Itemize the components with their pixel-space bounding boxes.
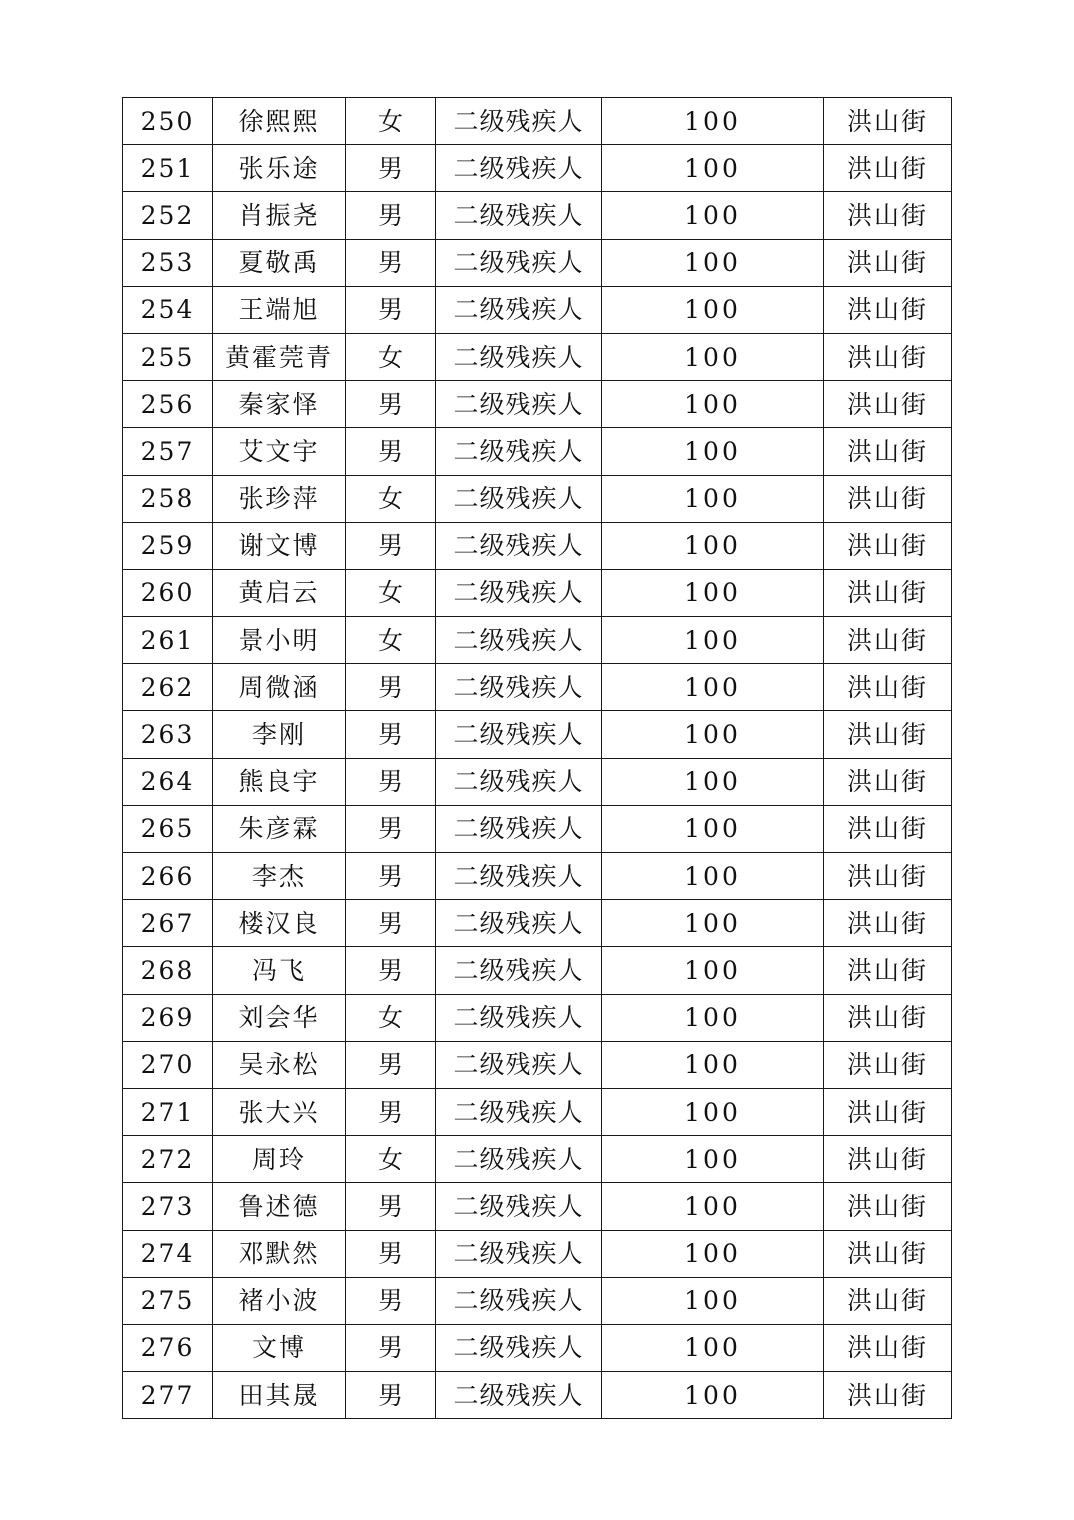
serial-number-cell: 260 xyxy=(123,569,213,616)
name-cell: 熊良宇 xyxy=(213,758,346,805)
amount-cell: 100 xyxy=(602,1277,824,1324)
disability-level-cell: 二级残疾人 xyxy=(436,1136,602,1183)
serial-number-cell: 261 xyxy=(123,617,213,664)
gender-cell: 女 xyxy=(346,569,436,616)
table-row xyxy=(123,192,952,239)
name-cell: 张大兴 xyxy=(213,1088,346,1135)
gender-cell: 男 xyxy=(346,286,436,333)
serial-number-cell: 265 xyxy=(123,805,213,852)
street-cell: 洪山街 xyxy=(824,1230,952,1277)
name-cell: 谢文博 xyxy=(213,522,346,569)
serial-number-cell: 253 xyxy=(123,239,213,286)
serial-number-cell: 270 xyxy=(123,1041,213,1088)
gender-cell: 男 xyxy=(346,1324,436,1371)
street-cell: 洪山街 xyxy=(824,1183,952,1230)
table-row xyxy=(123,617,952,664)
gender-cell: 男 xyxy=(346,1088,436,1135)
street-cell: 洪山街 xyxy=(824,805,952,852)
table-row xyxy=(123,1041,952,1088)
disability-level-cell: 二级残疾人 xyxy=(436,145,602,192)
serial-number-cell: 272 xyxy=(123,1136,213,1183)
serial-number-cell: 266 xyxy=(123,853,213,900)
table-row xyxy=(123,664,952,711)
gender-cell: 男 xyxy=(346,1183,436,1230)
name-cell: 王端旭 xyxy=(213,286,346,333)
table-row xyxy=(123,286,952,333)
serial-number-cell: 252 xyxy=(123,192,213,239)
gender-cell: 男 xyxy=(346,1277,436,1324)
name-cell: 夏敬禹 xyxy=(213,239,346,286)
disability-level-cell: 二级残疾人 xyxy=(436,333,602,380)
gender-cell: 女 xyxy=(346,333,436,380)
amount-cell: 100 xyxy=(602,1372,824,1419)
roster-table xyxy=(122,97,952,1419)
street-cell: 洪山街 xyxy=(824,381,952,428)
street-cell: 洪山街 xyxy=(824,333,952,380)
gender-cell: 男 xyxy=(346,664,436,711)
street-cell: 洪山街 xyxy=(824,1041,952,1088)
disability-level-cell: 二级残疾人 xyxy=(436,522,602,569)
gender-cell: 男 xyxy=(346,853,436,900)
disability-level-cell: 二级残疾人 xyxy=(436,617,602,664)
name-cell: 褚小波 xyxy=(213,1277,346,1324)
name-cell: 张乐途 xyxy=(213,145,346,192)
amount-cell: 100 xyxy=(602,522,824,569)
amount-cell: 100 xyxy=(602,333,824,380)
table-row xyxy=(123,475,952,522)
serial-number-cell: 259 xyxy=(123,522,213,569)
street-cell: 洪山街 xyxy=(824,947,952,994)
name-cell: 肖振尧 xyxy=(213,192,346,239)
street-cell: 洪山街 xyxy=(824,1136,952,1183)
name-cell: 黄霍莞青 xyxy=(213,333,346,380)
gender-cell: 男 xyxy=(346,522,436,569)
name-cell: 黄启云 xyxy=(213,569,346,616)
street-cell: 洪山街 xyxy=(824,758,952,805)
gender-cell: 男 xyxy=(346,947,436,994)
disability-level-cell: 二级残疾人 xyxy=(436,428,602,475)
gender-cell: 男 xyxy=(346,900,436,947)
table-row xyxy=(123,98,952,145)
disability-level-cell: 二级残疾人 xyxy=(436,1277,602,1324)
disability-level-cell: 二级残疾人 xyxy=(436,947,602,994)
gender-cell: 女 xyxy=(346,475,436,522)
gender-cell: 女 xyxy=(346,1136,436,1183)
name-cell: 朱彦霖 xyxy=(213,805,346,852)
serial-number-cell: 274 xyxy=(123,1230,213,1277)
serial-number-cell: 267 xyxy=(123,900,213,947)
table-row xyxy=(123,947,952,994)
street-cell: 洪山街 xyxy=(824,192,952,239)
name-cell: 田其晟 xyxy=(213,1372,346,1419)
gender-cell: 男 xyxy=(346,805,436,852)
disability-level-cell: 二级残疾人 xyxy=(436,286,602,333)
amount-cell: 100 xyxy=(602,1324,824,1371)
table-row xyxy=(123,522,952,569)
disability-level-cell: 二级残疾人 xyxy=(436,569,602,616)
table-row xyxy=(123,805,952,852)
amount-cell: 100 xyxy=(602,805,824,852)
street-cell: 洪山街 xyxy=(824,617,952,664)
street-cell: 洪山街 xyxy=(824,569,952,616)
serial-number-cell: 277 xyxy=(123,1372,213,1419)
amount-cell: 100 xyxy=(602,145,824,192)
serial-number-cell: 273 xyxy=(123,1183,213,1230)
disability-level-cell: 二级残疾人 xyxy=(436,1324,602,1371)
name-cell: 艾文宇 xyxy=(213,428,346,475)
name-cell: 周微涵 xyxy=(213,664,346,711)
serial-number-cell: 256 xyxy=(123,381,213,428)
street-cell: 洪山街 xyxy=(824,900,952,947)
street-cell: 洪山街 xyxy=(824,994,952,1041)
street-cell: 洪山街 xyxy=(824,239,952,286)
serial-number-cell: 269 xyxy=(123,994,213,1041)
serial-number-cell: 268 xyxy=(123,947,213,994)
table-row xyxy=(123,145,952,192)
disability-level-cell: 二级残疾人 xyxy=(436,192,602,239)
amount-cell: 100 xyxy=(602,1088,824,1135)
serial-number-cell: 276 xyxy=(123,1324,213,1371)
name-cell: 邓默然 xyxy=(213,1230,346,1277)
serial-number-cell: 257 xyxy=(123,428,213,475)
street-cell: 洪山街 xyxy=(824,1088,952,1135)
gender-cell: 男 xyxy=(346,145,436,192)
amount-cell: 100 xyxy=(602,1183,824,1230)
table-row xyxy=(123,1230,952,1277)
table-row xyxy=(123,711,952,758)
table-row xyxy=(123,1324,952,1371)
serial-number-cell: 271 xyxy=(123,1088,213,1135)
amount-cell: 100 xyxy=(602,617,824,664)
disability-level-cell: 二级残疾人 xyxy=(436,664,602,711)
amount-cell: 100 xyxy=(602,711,824,758)
street-cell: 洪山街 xyxy=(824,853,952,900)
gender-cell: 男 xyxy=(346,758,436,805)
gender-cell: 女 xyxy=(346,994,436,1041)
gender-cell: 女 xyxy=(346,617,436,664)
roster-table-body xyxy=(123,98,952,1419)
table-row xyxy=(123,239,952,286)
amount-cell: 100 xyxy=(602,1041,824,1088)
serial-number-cell: 258 xyxy=(123,475,213,522)
table-row xyxy=(123,900,952,947)
amount-cell: 100 xyxy=(602,286,824,333)
disability-level-cell: 二级残疾人 xyxy=(436,994,602,1041)
roster-sheet xyxy=(122,97,951,1419)
name-cell: 秦家怿 xyxy=(213,381,346,428)
name-cell: 李杰 xyxy=(213,853,346,900)
serial-number-cell: 255 xyxy=(123,333,213,380)
amount-cell: 100 xyxy=(602,758,824,805)
disability-level-cell: 二级残疾人 xyxy=(436,1372,602,1419)
amount-cell: 100 xyxy=(602,900,824,947)
name-cell: 张珍萍 xyxy=(213,475,346,522)
amount-cell: 100 xyxy=(602,853,824,900)
gender-cell: 男 xyxy=(346,192,436,239)
amount-cell: 100 xyxy=(602,664,824,711)
gender-cell: 男 xyxy=(346,381,436,428)
gender-cell: 男 xyxy=(346,711,436,758)
amount-cell: 100 xyxy=(602,1230,824,1277)
name-cell: 周玲 xyxy=(213,1136,346,1183)
street-cell: 洪山街 xyxy=(824,286,952,333)
amount-cell: 100 xyxy=(602,569,824,616)
disability-level-cell: 二级残疾人 xyxy=(436,1230,602,1277)
amount-cell: 100 xyxy=(602,1136,824,1183)
table-row xyxy=(123,428,952,475)
disability-level-cell: 二级残疾人 xyxy=(436,98,602,145)
serial-number-cell: 250 xyxy=(123,98,213,145)
serial-number-cell: 264 xyxy=(123,758,213,805)
serial-number-cell: 254 xyxy=(123,286,213,333)
name-cell: 景小明 xyxy=(213,617,346,664)
street-cell: 洪山街 xyxy=(824,664,952,711)
gender-cell: 男 xyxy=(346,428,436,475)
amount-cell: 100 xyxy=(602,947,824,994)
table-row xyxy=(123,1136,952,1183)
street-cell: 洪山街 xyxy=(824,711,952,758)
street-cell: 洪山街 xyxy=(824,428,952,475)
disability-level-cell: 二级残疾人 xyxy=(436,381,602,428)
table-row xyxy=(123,381,952,428)
serial-number-cell: 263 xyxy=(123,711,213,758)
amount-cell: 100 xyxy=(602,428,824,475)
disability-level-cell: 二级残疾人 xyxy=(436,758,602,805)
gender-cell: 男 xyxy=(346,239,436,286)
street-cell: 洪山街 xyxy=(824,522,952,569)
gender-cell: 女 xyxy=(346,98,436,145)
disability-level-cell: 二级残疾人 xyxy=(436,805,602,852)
serial-number-cell: 275 xyxy=(123,1277,213,1324)
disability-level-cell: 二级残疾人 xyxy=(436,475,602,522)
name-cell: 吴永松 xyxy=(213,1041,346,1088)
disability-level-cell: 二级残疾人 xyxy=(436,239,602,286)
amount-cell: 100 xyxy=(602,994,824,1041)
street-cell: 洪山街 xyxy=(824,1324,952,1371)
name-cell: 楼汉良 xyxy=(213,900,346,947)
amount-cell: 100 xyxy=(602,192,824,239)
disability-level-cell: 二级残疾人 xyxy=(436,711,602,758)
gender-cell: 男 xyxy=(346,1041,436,1088)
amount-cell: 100 xyxy=(602,381,824,428)
street-cell: 洪山街 xyxy=(824,475,952,522)
disability-level-cell: 二级残疾人 xyxy=(436,1183,602,1230)
street-cell: 洪山街 xyxy=(824,1277,952,1324)
amount-cell: 100 xyxy=(602,475,824,522)
amount-cell: 100 xyxy=(602,239,824,286)
disability-level-cell: 二级残疾人 xyxy=(436,900,602,947)
name-cell: 鲁述德 xyxy=(213,1183,346,1230)
table-row xyxy=(123,853,952,900)
street-cell: 洪山街 xyxy=(824,1372,952,1419)
table-row xyxy=(123,333,952,380)
name-cell: 刘会华 xyxy=(213,994,346,1041)
name-cell: 李刚 xyxy=(213,711,346,758)
street-cell: 洪山街 xyxy=(824,145,952,192)
table-row xyxy=(123,758,952,805)
disability-level-cell: 二级残疾人 xyxy=(436,1041,602,1088)
serial-number-cell: 262 xyxy=(123,664,213,711)
name-cell: 徐熙熙 xyxy=(213,98,346,145)
serial-number-cell: 251 xyxy=(123,145,213,192)
table-row xyxy=(123,1277,952,1324)
table-row xyxy=(123,994,952,1041)
amount-cell: 100 xyxy=(602,98,824,145)
table-row xyxy=(123,569,952,616)
name-cell: 冯飞 xyxy=(213,947,346,994)
gender-cell: 男 xyxy=(346,1230,436,1277)
disability-level-cell: 二级残疾人 xyxy=(436,1088,602,1135)
table-row xyxy=(123,1183,952,1230)
gender-cell: 男 xyxy=(346,1372,436,1419)
table-row xyxy=(123,1372,952,1419)
name-cell: 文博 xyxy=(213,1324,346,1371)
table-row xyxy=(123,1088,952,1135)
disability-level-cell: 二级残疾人 xyxy=(436,853,602,900)
street-cell: 洪山街 xyxy=(824,98,952,145)
